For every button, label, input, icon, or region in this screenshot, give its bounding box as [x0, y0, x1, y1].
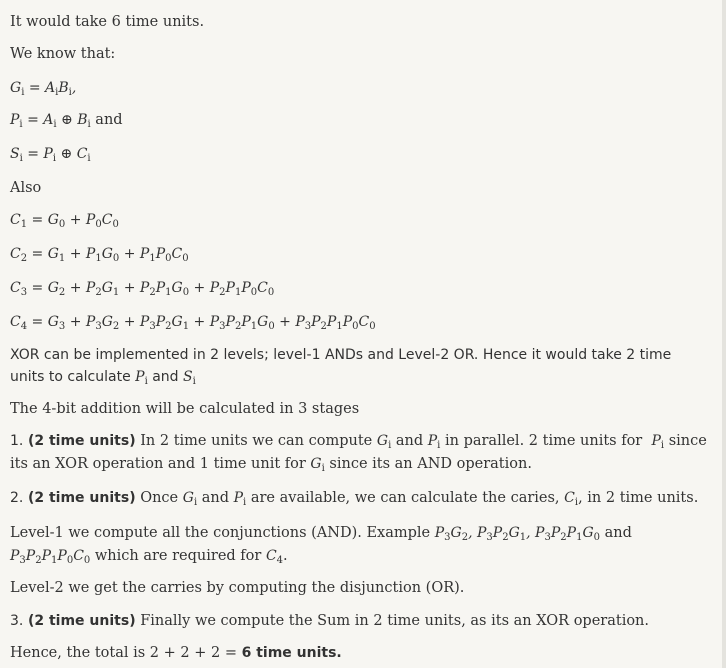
stage-1: 1. (2 time units) In 2 time units we can compute $G_i$ and $P_i$ in parallel. 2 time units for $P_i$ since its an XOR operation and 1 time unit for $G_i$ since its an AND operation.: [10, 433, 707, 474]
g-equation: $G_i = A_iB_i$,: [10, 80, 77, 98]
c3-equation: $C_3 = G_2 + P_2G_1 + P_2P_1G_0 + P_2P_1P_0C_0$: [10, 280, 275, 298]
c1-equation: $C_1 = G_0 + P_0C_0$: [10, 212, 119, 230]
level-1-paragraph: Level-1 we compute all the conjunctions (AND). Example $P_3G_2$, $P_3P_2G_1$, $P_3P_2P_1G_0$ and $P_3P_2P_1P_0C_0$ which are required for $C_4$.: [10, 525, 632, 566]
page-edge: [722, 0, 726, 668]
stage-3: 3. (2 time units) Finally we compute the Sum in 2 time units, as its an XOR operation.: [10, 613, 650, 629]
xor-paragraph: XOR can be implemented in 2 levels; level-1 ANDs and Level-2 OR. Hence it would take 2 time units to calculate $P_i$ and $S_i$: [10, 347, 672, 387]
stage-2: 2. (2 time units) Once $G_i$ and $P_i$ are available, we can calculate the caries, $C_i$, in 2 time units.: [10, 490, 699, 508]
s-equation: $S_i = P_i$ ⊕ $C_i$: [10, 146, 91, 164]
know-line: We know that:: [10, 46, 116, 62]
total-line: Hence, the total is 2 + 2 + 2 = 6 time units.: [10, 645, 342, 661]
c4-equation: $C_4 = G_3 + P_3G_2 + P_3P_2G_1 + P_3P_2P_1G_0 + P_3P_2P_1P_0C_0$: [10, 314, 376, 332]
level-2-line: Level-2 we get the carries by computing the disjunction (OR).: [10, 580, 465, 596]
stages-line: The 4-bit addition will be calculated in 3 stages: [10, 401, 360, 417]
also-line: Also: [10, 180, 42, 196]
p-equation: $P_i = A_i$ ⊕ $B_i$ and: [10, 112, 123, 130]
intro-line: It would take 6 time units.: [10, 14, 205, 30]
c2-equation: $C_2 = G_1 + P_1G_0 + P_1P_0C_0$: [10, 246, 189, 264]
